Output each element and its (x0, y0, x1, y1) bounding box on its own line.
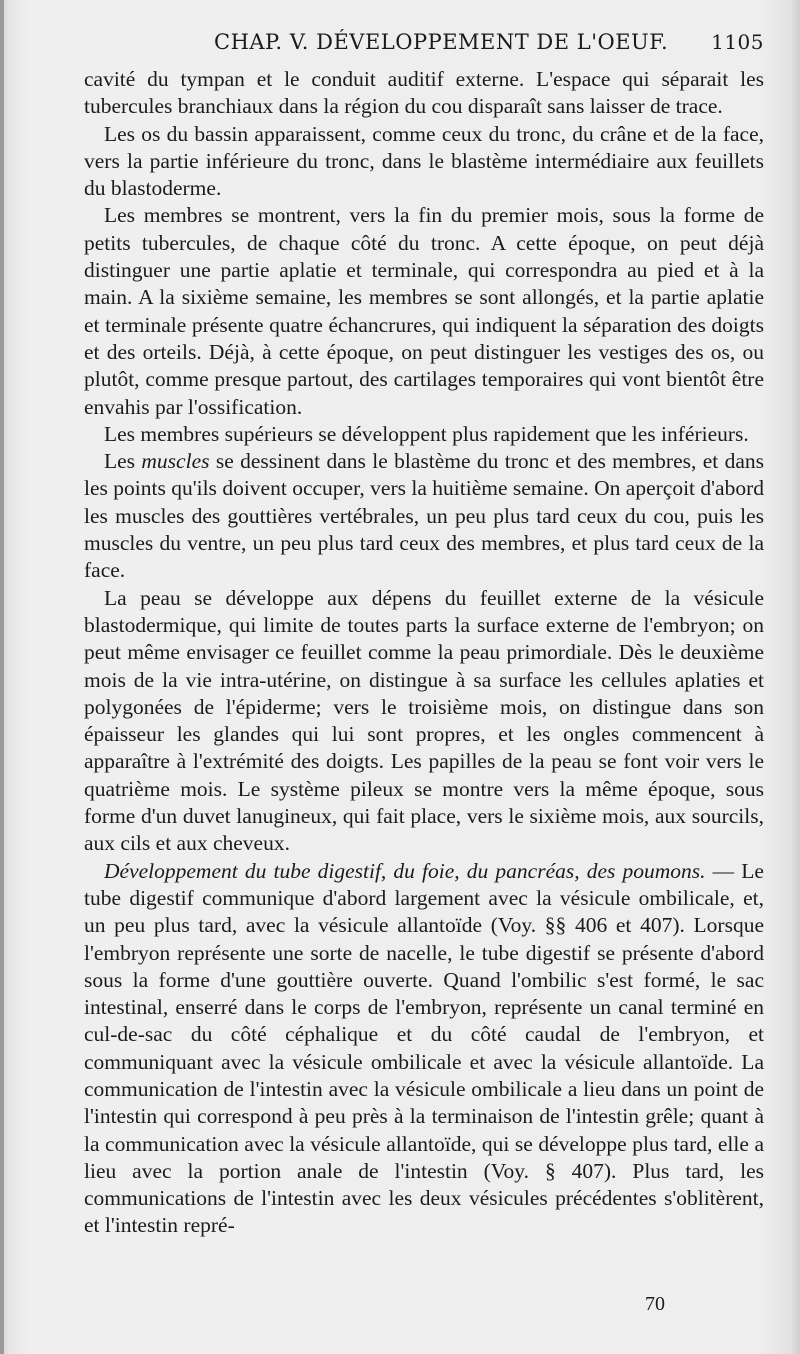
paragraph-lead: Les (104, 449, 142, 474)
paragraph-text: La peau se développe aux dépens du feuillet externe de la vésicule blastodermique, qui limite de toutes parts la surface externe de l'embryon; on peut même envisager ce feuillet comme la peau primordiale. Dès le deuxième mois de la vie intra-utérine, on distingue à sa surface les cellules aplaties et polygonées de l'épiderme; vers le troisième mois, on distingue dans son épaisseur les glandes qui lui sont propres, et les ongles commencent à apparaître à l'extrémité des doigts. Les papilles de la peau se font voir vers le quatrième mois. Le système pileux se montre vers la même époque, sous forme d'un duvet lanugineux, qui fait place, vers le sixième mois, aux sourcils, aux cils et aux cheveux. (84, 585, 764, 856)
paragraph-bassin (84, 121, 764, 203)
paragraph-text: Les membres se montrent, vers la fin du premier mois, sous la forme de petits tubercules, de chaque côté du tronc. A cette époque, on peut déjà distinguer une partie aplatie et terminale, qui correspondra au pied et à la main. A la sixième semaine, les membres se sont allongés, et la partie aplatie et terminale présente quatre échancrures, qui indiquent la séparation des doigts et des orteils. Déjà, à cette époque, on peut distinguer les vestiges des os, ou plutôt, comme presque partout, des cartilages temporaires qui vont bientôt être envahis par l'ossification. (84, 203, 764, 419)
paragraph-muscles (84, 448, 764, 584)
paragraph-peau (84, 585, 764, 858)
paragraph-tube-digestif (84, 858, 764, 1240)
paragraph-text: se dessinent dans le blastème du tronc et des membres, et dans les points qu'ils doivent occuper, vers la huitième semaine. On aperçoit d'abord les muscles des gouttières vertébrales, un peu plus tard ceux du cou, puis les muscles du ventre, un peu plus tard ceux des membres, et plus tard ceux de la face. (84, 449, 764, 583)
paragraph-text: Les membres supérieurs se développent plus rapidement que les inférieurs. (104, 421, 749, 446)
paragraph-membres-superieurs (84, 421, 764, 448)
body-text (84, 66, 764, 1240)
page-spine-shadow (0, 0, 4, 1354)
paragraph-membres (84, 202, 764, 420)
running-header (84, 30, 764, 58)
paragraph-continuation (84, 66, 764, 121)
italic-term-muscles: muscles (141, 449, 210, 474)
printer-signature-mark: 70 (645, 1293, 665, 1315)
paragraph-text: — Le tube digestif communique d'abord largement avec la vésicule ombilicale, et, un peu plus tard, avec la vésicule allantoïde (Voy. §§ 406 et 407). Lorsque l'embryon représente une sorte de nacelle, le tube digestif se présente d'abord sous la forme d'une gouttière ouverte. Quand l'ombilic s'est formé, le sac intestinal, enserré dans le corps de l'embryon, représente un canal terminé en cul-de-sac du côté céphalique et du côté caudal de l'embryon, et communiquant avec la vésicule ombilicale et avec la vésicule allantoïde. La communication de l'intestin avec la vésicule ombilicale a lieu dans un point de l'intestin qui correspond à peu près à la terminaison de l'intestin grêle; quant à la communication avec la vésicule allantoïde, qui se développe plus tard, elle a lieu avec la portion anale de l'intestin (Voy. § 407). Plus tard, les communications de l'intestin avec les deux vésicules précédentes s'oblitèrent, et l'intestin repré- (84, 858, 764, 1238)
running-title: CHAP. V. DÉVELOPPEMENT DE L'OEUF. (214, 30, 669, 54)
paragraph-text: Les os du bassin apparaissent, comme ceux du tronc, du crâne et de la face, vers la partie inférieure du tronc, dans le blastème intermédiaire aux feuillets du blastoderme. (84, 121, 764, 201)
paragraph-text: cavité du tympan et le conduit auditif externe. L'espace qui séparait les tubercules branchiaux dans la région du cou disparaît sans laisser de trace. (84, 67, 764, 119)
section-heading-italic: Développement du tube digestif, du foie, du pancréas, des poumons. (104, 858, 706, 883)
page-number: 1105 (711, 30, 764, 54)
